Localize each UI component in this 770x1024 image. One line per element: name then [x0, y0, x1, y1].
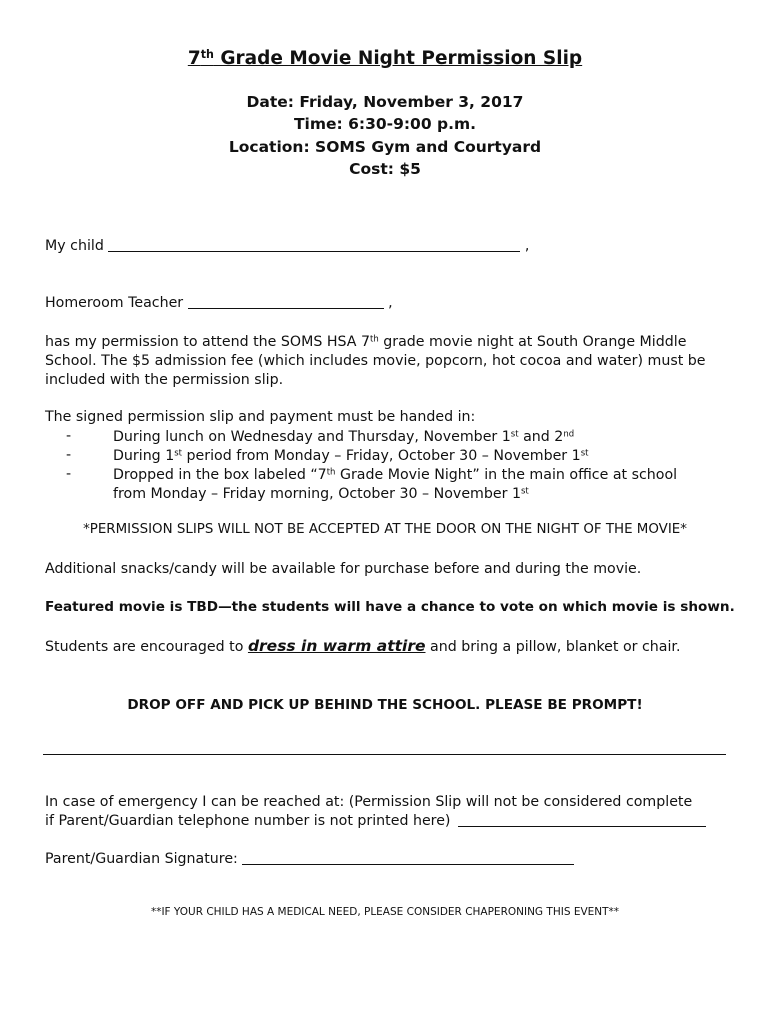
- list-bullet: -: [66, 466, 72, 482]
- signature-row: [45, 851, 574, 867]
- event-date: Date: Friday, November 3, 2017: [246, 93, 524, 111]
- page-title: 7th Grade Movie Night Permission Slip: [187, 47, 583, 69]
- medical-notice: **IF YOUR CHILD HAS A MEDICAL NEED, PLEASE CONSIDER CHAPERONING THIS EVENT**: [150, 906, 620, 918]
- door-notice: *PERMISSION SLIPS WILL NOT BE ACCEPTED AT THE DOOR ON THE NIGHT OF THE MOVIE*: [83, 522, 687, 537]
- emergency-line-2: if Parent/Guardian telephone number is not printed here): [45, 813, 706, 829]
- handin-item-box: Dropped in the box labeled “7th Grade Movie Night” in the main office at school: [113, 467, 678, 483]
- my-child-label: My child: [45, 238, 104, 254]
- emergency-line-1: In case of emergency I can be reached at: (Permission Slip will not be considered complete: [45, 794, 693, 810]
- event-location: Location: SOMS Gym and Courtyard: [228, 138, 542, 156]
- emergency-phone-field[interactable]: [458, 826, 706, 827]
- event-time: Time: 6:30-9:00 p.m.: [293, 115, 477, 133]
- homeroom-teacher-field[interactable]: [188, 308, 384, 309]
- featured-movie-note: Featured movie is TBD—the students will have a chance to vote on which movie is shown.: [45, 599, 735, 615]
- dropoff-notice: DROP OFF AND PICK UP BEHIND THE SCHOOL. PLEASE BE PROMPT!: [127, 697, 643, 713]
- list-bullet: -: [66, 428, 72, 444]
- signature-field[interactable]: [242, 864, 574, 865]
- attire-note: Students are encouraged to dress in warm attire and bring a pillow, blanket or chair.: [45, 637, 681, 655]
- permission-paragraph: has my permission to attend the SOMS HSA 7th grade movie night at South Orange Middle School. The $5 admission fee (which includes movie, popcorn, hot cocoa and water) must be included with the permission slip.: [45, 334, 706, 388]
- list-bullet: -: [66, 447, 72, 463]
- snacks-note: Additional snacks/candy will be available for purchase before and during the movie.: [45, 561, 642, 577]
- handin-intro: The signed permission slip and payment must be handed in:: [45, 409, 476, 425]
- homeroom-row: Homeroom Teacher ,: [45, 295, 393, 311]
- warm-attire-emphasis: dress in warm attire: [247, 637, 426, 655]
- child-name-field[interactable]: [108, 251, 520, 252]
- handin-item-lunch: During lunch on Wednesday and Thursday, November 1st and 2nd: [113, 429, 575, 445]
- handin-item-box-cont: from Monday – Friday morning, October 30 – November 1st: [113, 486, 529, 502]
- event-cost: Cost: $5: [349, 160, 421, 178]
- signature-label: Parent/Guardian Signature:: [45, 851, 238, 867]
- divider-line: [43, 754, 726, 755]
- homeroom-label: Homeroom Teacher: [45, 295, 184, 311]
- my-child-row: My child ,: [45, 238, 530, 254]
- handin-item-period: During 1st period from Monday – Friday, October 30 – November 1st: [113, 448, 589, 464]
